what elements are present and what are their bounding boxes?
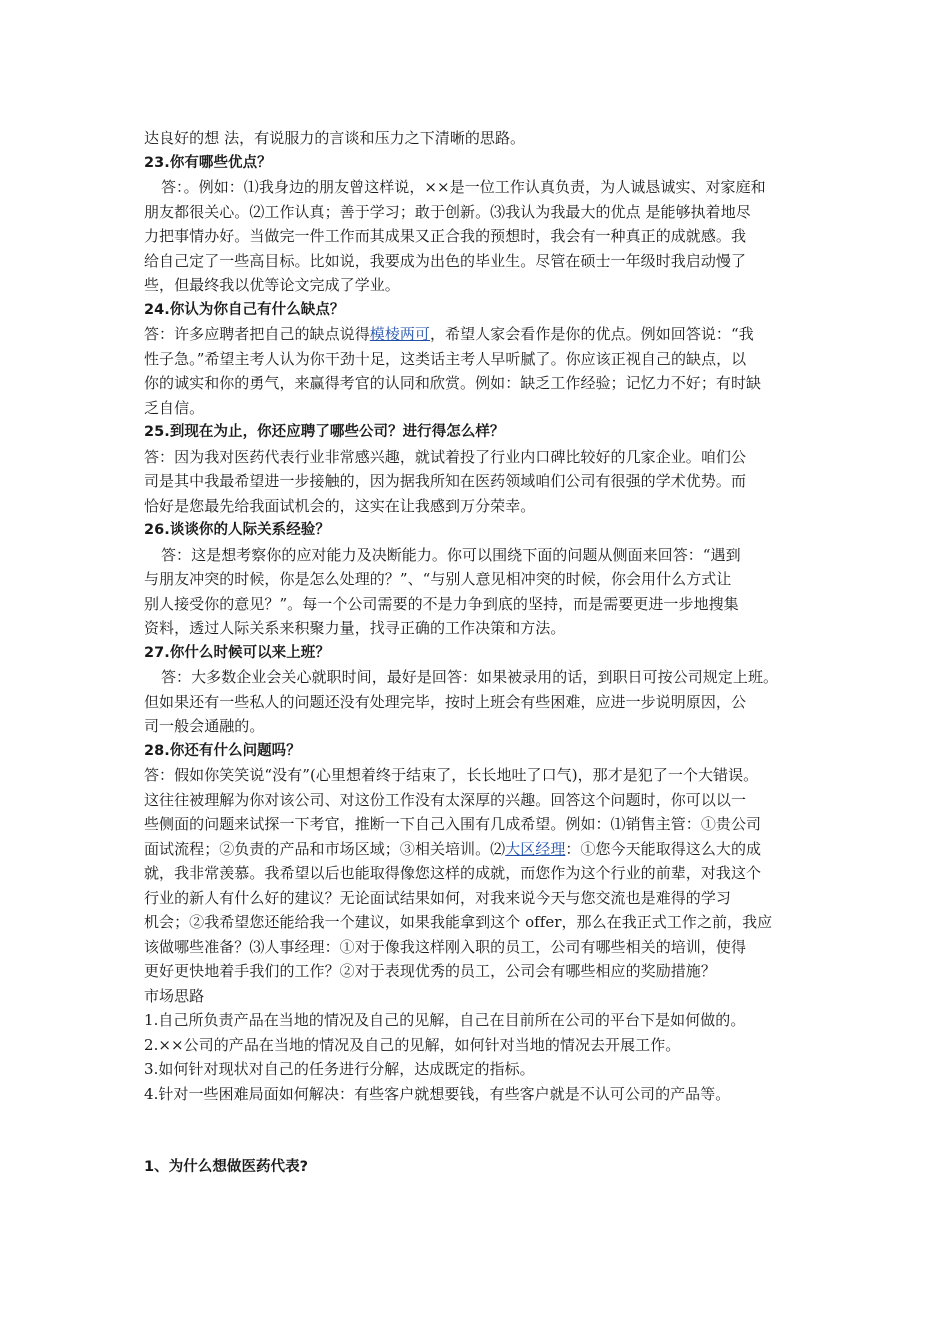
text-segment: ，希望人家会看作是你的优点。例如回答说：“我	[429, 325, 754, 343]
document-page	[144, 126, 810, 1180]
text-segment: 给自己定了一些高目标。比如说，我要成为出色的毕业生。尽管在硕士一年级时我启动慢了	[144, 251, 747, 270]
paragraph-line	[144, 273, 810, 298]
text-segment: 但如果还有一些私人的问题还没有处理完毕，按时上班会有些困难，应进一步说明原因，公	[144, 692, 747, 711]
paragraph-line	[144, 910, 810, 935]
paragraph-line	[144, 935, 810, 960]
text-segment: 该做哪些准备？⑶人事经理：①对于像我这样刚入职的员工，公司有哪些相关的培训，使得	[144, 937, 747, 956]
paragraph-line	[144, 690, 810, 715]
paragraph-line	[144, 249, 810, 274]
paragraph-line	[144, 714, 810, 739]
hyperlink[interactable]: 模棱两可	[369, 325, 430, 343]
text-segment: 你的诚实和你的勇气，来赢得考官的认同和欣赏。例如：缺乏工作经验；记忆力不好；有时缺	[144, 374, 762, 392]
text-segment: 4.针对一些困难局面如何解决：有些客户就想要钱，有些客户就是不认可公司的产品等。	[144, 1084, 731, 1103]
question-heading	[144, 1155, 810, 1180]
paragraph-line	[144, 592, 810, 617]
text-segment: 25.到现在为止，你还应聘了哪些公司？进行得怎么样？	[144, 424, 505, 440]
paragraph-line	[144, 567, 810, 592]
paragraph-line	[144, 224, 810, 249]
paragraph-line	[144, 322, 810, 347]
text-segment: 力把事情办好。当做完一件工作而其成果又正合我的预想时，我会有一种真正的成就感。我	[144, 227, 747, 245]
text-segment: 性子急。”希望主考人认为你干劲十足，这类话主考人早听腻了。你应该正视自己的缺点，以	[144, 349, 747, 368]
text-segment: 些侧面的问题来试探一下考官，推断一下自己入围有几成希望。例如：⑴销售主管：①贵公司	[144, 815, 762, 833]
paragraph-line	[144, 200, 810, 225]
text-segment: 答：许多应聘者把自己的缺点说得	[144, 325, 370, 343]
paragraph-line	[144, 886, 810, 911]
paragraph-line	[144, 837, 810, 862]
text-segment: 些，但最终我以优等论文完成了学业。	[144, 276, 400, 294]
paragraph-line	[144, 1033, 810, 1058]
text-segment: 面试流程；②负责的产品和市场区域；③相关培训。⑵	[144, 839, 506, 858]
text-segment: 恰好是您最先给我面试机会的，这实在让我感到万分荣幸。	[144, 496, 536, 515]
question-heading	[144, 641, 810, 666]
paragraph-line	[144, 371, 810, 396]
question-heading	[144, 518, 810, 543]
text-segment: 28.你还有什么问题吗？	[144, 742, 301, 759]
text-segment: 与朋友冲突的时候，你是怎么处理的？”、“与别人意见相冲突的时候，你会用什么方式让	[144, 570, 732, 588]
text-segment: 3.如何针对现状对自己的任务进行分解，达成既定的指标。	[144, 1060, 535, 1078]
paragraph-line	[144, 175, 810, 200]
paragraph-line	[144, 984, 810, 1009]
text-segment: 答：。例如：⑴我身边的朋友曾这样说，××是一位工作认真负责，为人诚恳诚实、对家庭和	[161, 178, 766, 196]
text-segment: 司一般会通融的。	[144, 717, 265, 735]
text-segment: 就，我非常羡慕。我希望以后也能取得像您这样的成就，而您作为这个行业的前辈，对我这个	[144, 864, 762, 882]
text-segment: 行业的新人有什么好的建议？无论面试结果如何，对我来说今天与您交流也是难得的学习	[144, 888, 731, 907]
question-heading	[144, 420, 810, 445]
question-heading	[144, 151, 810, 176]
paragraph-line	[144, 812, 810, 837]
paragraph-line	[144, 126, 810, 151]
text-segment: 更好更快地着手我们的工作？②对于表现优秀的员工，公司会有哪些相应的奖励措施？	[144, 962, 716, 980]
paragraph-line	[144, 959, 810, 984]
paragraph-line	[144, 494, 810, 519]
paragraph-line	[144, 396, 810, 421]
text-segment: 2.××公司的产品在当地的情况及自己的见解，如何针对当地的情况去开展工作。	[144, 1035, 681, 1054]
question-heading	[144, 739, 810, 764]
blank-spacer	[144, 1106, 810, 1155]
paragraph-line	[144, 788, 810, 813]
text-segment: 24.你认为你自己有什么缺点？	[144, 301, 345, 318]
text-segment: 1、为什么想做医药代表?	[144, 1159, 309, 1175]
text-segment: ：①您今天能取得这么大的成	[565, 839, 762, 858]
text-segment: 26.谈谈你的人际关系经验？	[144, 522, 330, 538]
text-segment: 答：这是想考察你的应对能力及决断能力。你可以围绕下面的问题从侧面来回答：“遇到	[161, 545, 741, 564]
text-segment: 司是其中我最希望进一步接触的，因为据我所知在医药领域咱们公司有很强的学术优势。而	[144, 472, 747, 490]
text-segment: 别人接受你的意见？”。每一个公司需要的不是力争到底的坚持，而是需要更进一步地搜集	[144, 594, 739, 613]
text-segment: 答：大多数企业会关心就职时间，最好是回答：如果被录用的话，到职日可按公司规定上班。	[161, 668, 779, 686]
text-segment: 乏自信。	[144, 398, 205, 417]
paragraph-line	[144, 543, 810, 568]
paragraph-line	[144, 469, 810, 494]
paragraph-line	[144, 445, 810, 470]
text-segment: 1.自己所负责产品在当地的情况及自己的见解，自己在目前所在公司的平台下是如何做的。	[144, 1011, 746, 1029]
paragraph-line	[144, 861, 810, 886]
text-segment: 机会；②我希望您还能给我一个建议，如果我能拿到这个 offer，那么在我正式工作之前，我应	[144, 913, 773, 931]
question-heading	[144, 298, 810, 323]
text-segment: 市场思路	[144, 986, 205, 1005]
paragraph-line	[144, 763, 810, 788]
paragraph-line	[144, 616, 810, 641]
text-segment: 答：假如你笑笑说“没有”(心里想着终于结束了，长长地吐了口气)，那才是犯了一个大错误。	[144, 766, 759, 784]
paragraph-line	[144, 665, 810, 690]
text-segment: 这往往被理解为你对该公司、对这份工作没有太深厚的兴趣。回答这个问题时，你可以以一	[144, 790, 747, 809]
paragraph-line	[144, 347, 810, 372]
text-segment: 27.你什么时候可以来上班？	[144, 644, 330, 661]
text-segment: 资料，透过人际关系来积聚力量，找寻正确的工作决策和方法。	[144, 619, 566, 637]
hyperlink[interactable]: 大区经理	[505, 839, 566, 858]
text-segment: 达良好的想 法，有说服力的言谈和压力之下清晰的思路。	[144, 129, 526, 147]
paragraph-line	[144, 1057, 810, 1082]
text-segment: 23.你有哪些优点？	[144, 154, 272, 171]
text-segment: 朋友都很关心。⑵工作认真；善于学习；敢于创新。⑶我认为我最大的优点 是能够执着地尽	[144, 202, 751, 221]
paragraph-line	[144, 1008, 810, 1033]
paragraph-line	[144, 1082, 810, 1107]
text-segment: 答：因为我对医药代表行业非常感兴趣，就试着投了行业内口碑比较好的几家企业。咱们公	[144, 447, 747, 466]
